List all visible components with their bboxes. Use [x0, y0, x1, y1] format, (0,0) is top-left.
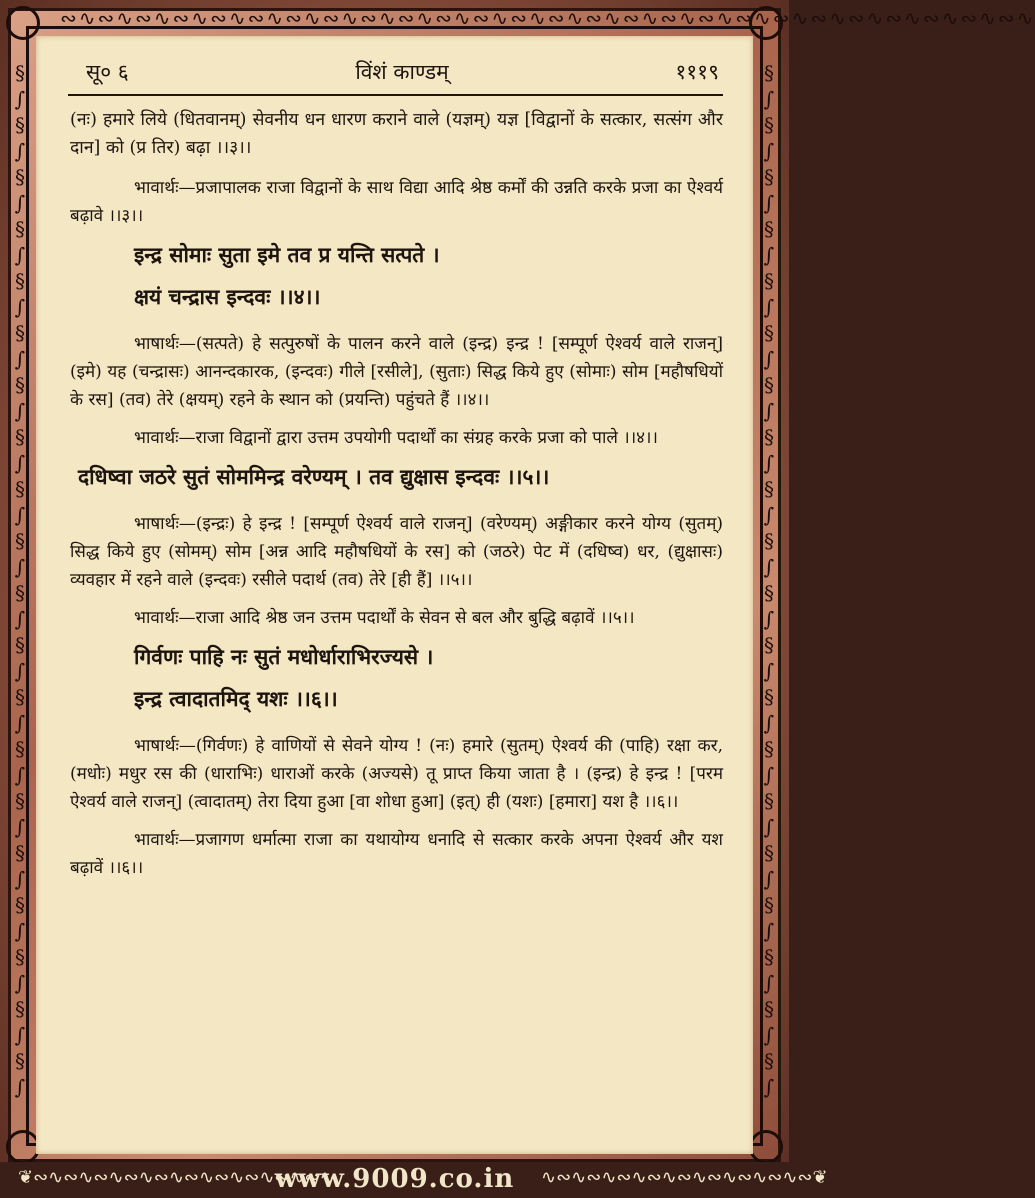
bhashya-5: भाषार्थः—(इन्द्रः) हे इन्द्र ! [सम्पूर्ण ऐश्वर्य वाले राजन्] (वरेण्यम्) अङ्गीकार करने योग्य (सुतम्) सिद्ध किये हुए (सोमम्) सोम [अन्न आदि महौषधियों के रस] को (जठरे) पेट में (दधिष्व) धर, (द्युक्षासः) व्यवहार में रहने वाले (इन्दवः) रसीले पदार्थ (तव) तेरे [ही हैं] ।।५।। — [70, 514, 723, 590]
header-rule — [68, 94, 723, 96]
bhashya-6: भाषार्थः—(गिर्वणः) हे वाणियों से सेवने योग्य ! (नः) हमारे (सुतम्) ऐश्वर्य की (पाहि) रक्षा कर, (मधोः) मधुर रस की (धाराभिः) धाराओं करके (अज्यसे) तू प्राप्त किया जाता है । (इन्द्र) हे इन्द्र ! [परम ऐश्वर्य वाले राजन्] (त्वादातम्) तेरा दिया हुआ [वा शोधा हुआ] (इत्) ही (यशः) [हमारा] यश है ।।६।। — [70, 736, 723, 812]
mantra-4-line-2: क्षयं चन्द्रास इन्दवः ।।४।। — [134, 284, 321, 309]
corner-ornament — [6, 6, 40, 40]
bhavartha-4: भावार्थः—राजा विद्वानों द्वारा उत्तम उपयोगी पदार्थों का संग्रह करके प्रजा को पाले ।।४।। — [134, 428, 658, 448]
sukta-number: सू० ६ — [86, 60, 129, 84]
bhavartha-3: भावार्थः—प्रजापालक राजा विद्वानों के साथ विद्या आदि श्रेष्ठ कर्मों की उन्नति करके प्रजा का ऐश्वर्य बढ़ावे ।।३।। — [70, 178, 723, 226]
mantra-6-line-1: गिर्वणः पाहि नः सुतं मधोर्धाराभिरज्यसे । — [134, 644, 434, 669]
footer-right-ornament: ∿∾∿∾∿∾∿∾∿∾∿∾∿∾∿∾∿∾❦ — [541, 1167, 828, 1188]
bhashya-3-continued: (नः) हमारे लिये (धितवानम्) सेवनीय धन धारण कराने वाले (यज्ञम्) यज्ञ [विद्वानों के सत्कार, सत्संग और दान] को (प्र तिर) बढ़ा ।।३।। — [70, 110, 723, 158]
bhavartha-6: भावार्थः—प्रजागण धर्मात्मा राजा का यथायोग्य धनादि से सत्कार करके अपना ऐश्वर्य और यश बढ़ावें ।।६।। — [70, 830, 723, 878]
footer-left-ornament: ❦∾∿∾∿∾∿∾∿∾∿∾∿∾∿∾∿∾∿∾∿ — [18, 1167, 335, 1188]
corner-ornament — [6, 1130, 40, 1164]
book-page — [36, 36, 753, 1154]
mantra-6-line-2: इन्द्र त्वादातमिद् यशः ।।६।। — [134, 686, 338, 711]
kanda-title: विंशं काण्डम् — [355, 60, 449, 84]
page-number: १११९ — [675, 60, 719, 84]
right-scroll-ornament: § ∫ § ∫ § ∫ § ∫ § ∫ § ∫ § ∫ § ∫ § ∫ § ∫ § ∫ § ∫ § ∫ § ∫ § ∫ § ∫ § ∫ § ∫ § ∫ § ∫ — [763, 61, 775, 1099]
left-scroll-ornament: § ∫ § ∫ § ∫ § ∫ § ∫ § ∫ § ∫ § ∫ § ∫ § ∫ § ∫ § ∫ § ∫ § ∫ § ∫ § ∫ § ∫ § ∫ § ∫ § ∫ — [14, 61, 26, 1099]
bhavartha-5: भावार्थः—राजा आदि श्रेष्ठ जन उत्तम पदार्थों के सेवन से बल और बुद्धि बढ़ावें ।।५।। — [134, 608, 635, 628]
website-url[interactable]: www.9009.co.in — [274, 1164, 515, 1194]
mantra-5: दधिष्वा जठरे सुतं सोममिन्द्र वरेण्यम् । तव द्युक्षास इन्दवः ।।५।। — [78, 464, 550, 489]
top-scroll-ornament: ∾∿∾∿∾∿∾∿∾∿∾∿∾∿∾∿∾∿∾∿∾∿∾∿∾∿∾∿∾∿∾∿∾∿∾∿∾∿∾∿∾∿∾∿∾∿∾∿∾∿∾∿ — [60, 6, 1035, 30]
website-footer — [0, 1164, 828, 1194]
page-header — [70, 50, 723, 92]
bhashya-4: भाषार्थः—(सत्पते) हे सत्पुरुषों के पालन करने वाले (इन्द्र) इन्द्र ! [सम्पूर्ण ऐश्वर्य वाले राजन्] (इमे) यह (चन्द्रासः) आनन्दकारक, (इन्दवः) गीले [रसीले], (सुताः) सिद्ध किये हुए (सोमाः) सोम [महौषधियों के रस] (तव) तेरे (क्षयम्) रहने के स्थान को (प्रयन्ति) पहुंचते हैं ।।४।। — [70, 334, 723, 410]
mantra-4-line-1: इन्द्र सोमाः सुता इमे तव प्र यन्ति सत्पते । — [134, 242, 440, 267]
corner-ornament — [749, 1130, 783, 1164]
